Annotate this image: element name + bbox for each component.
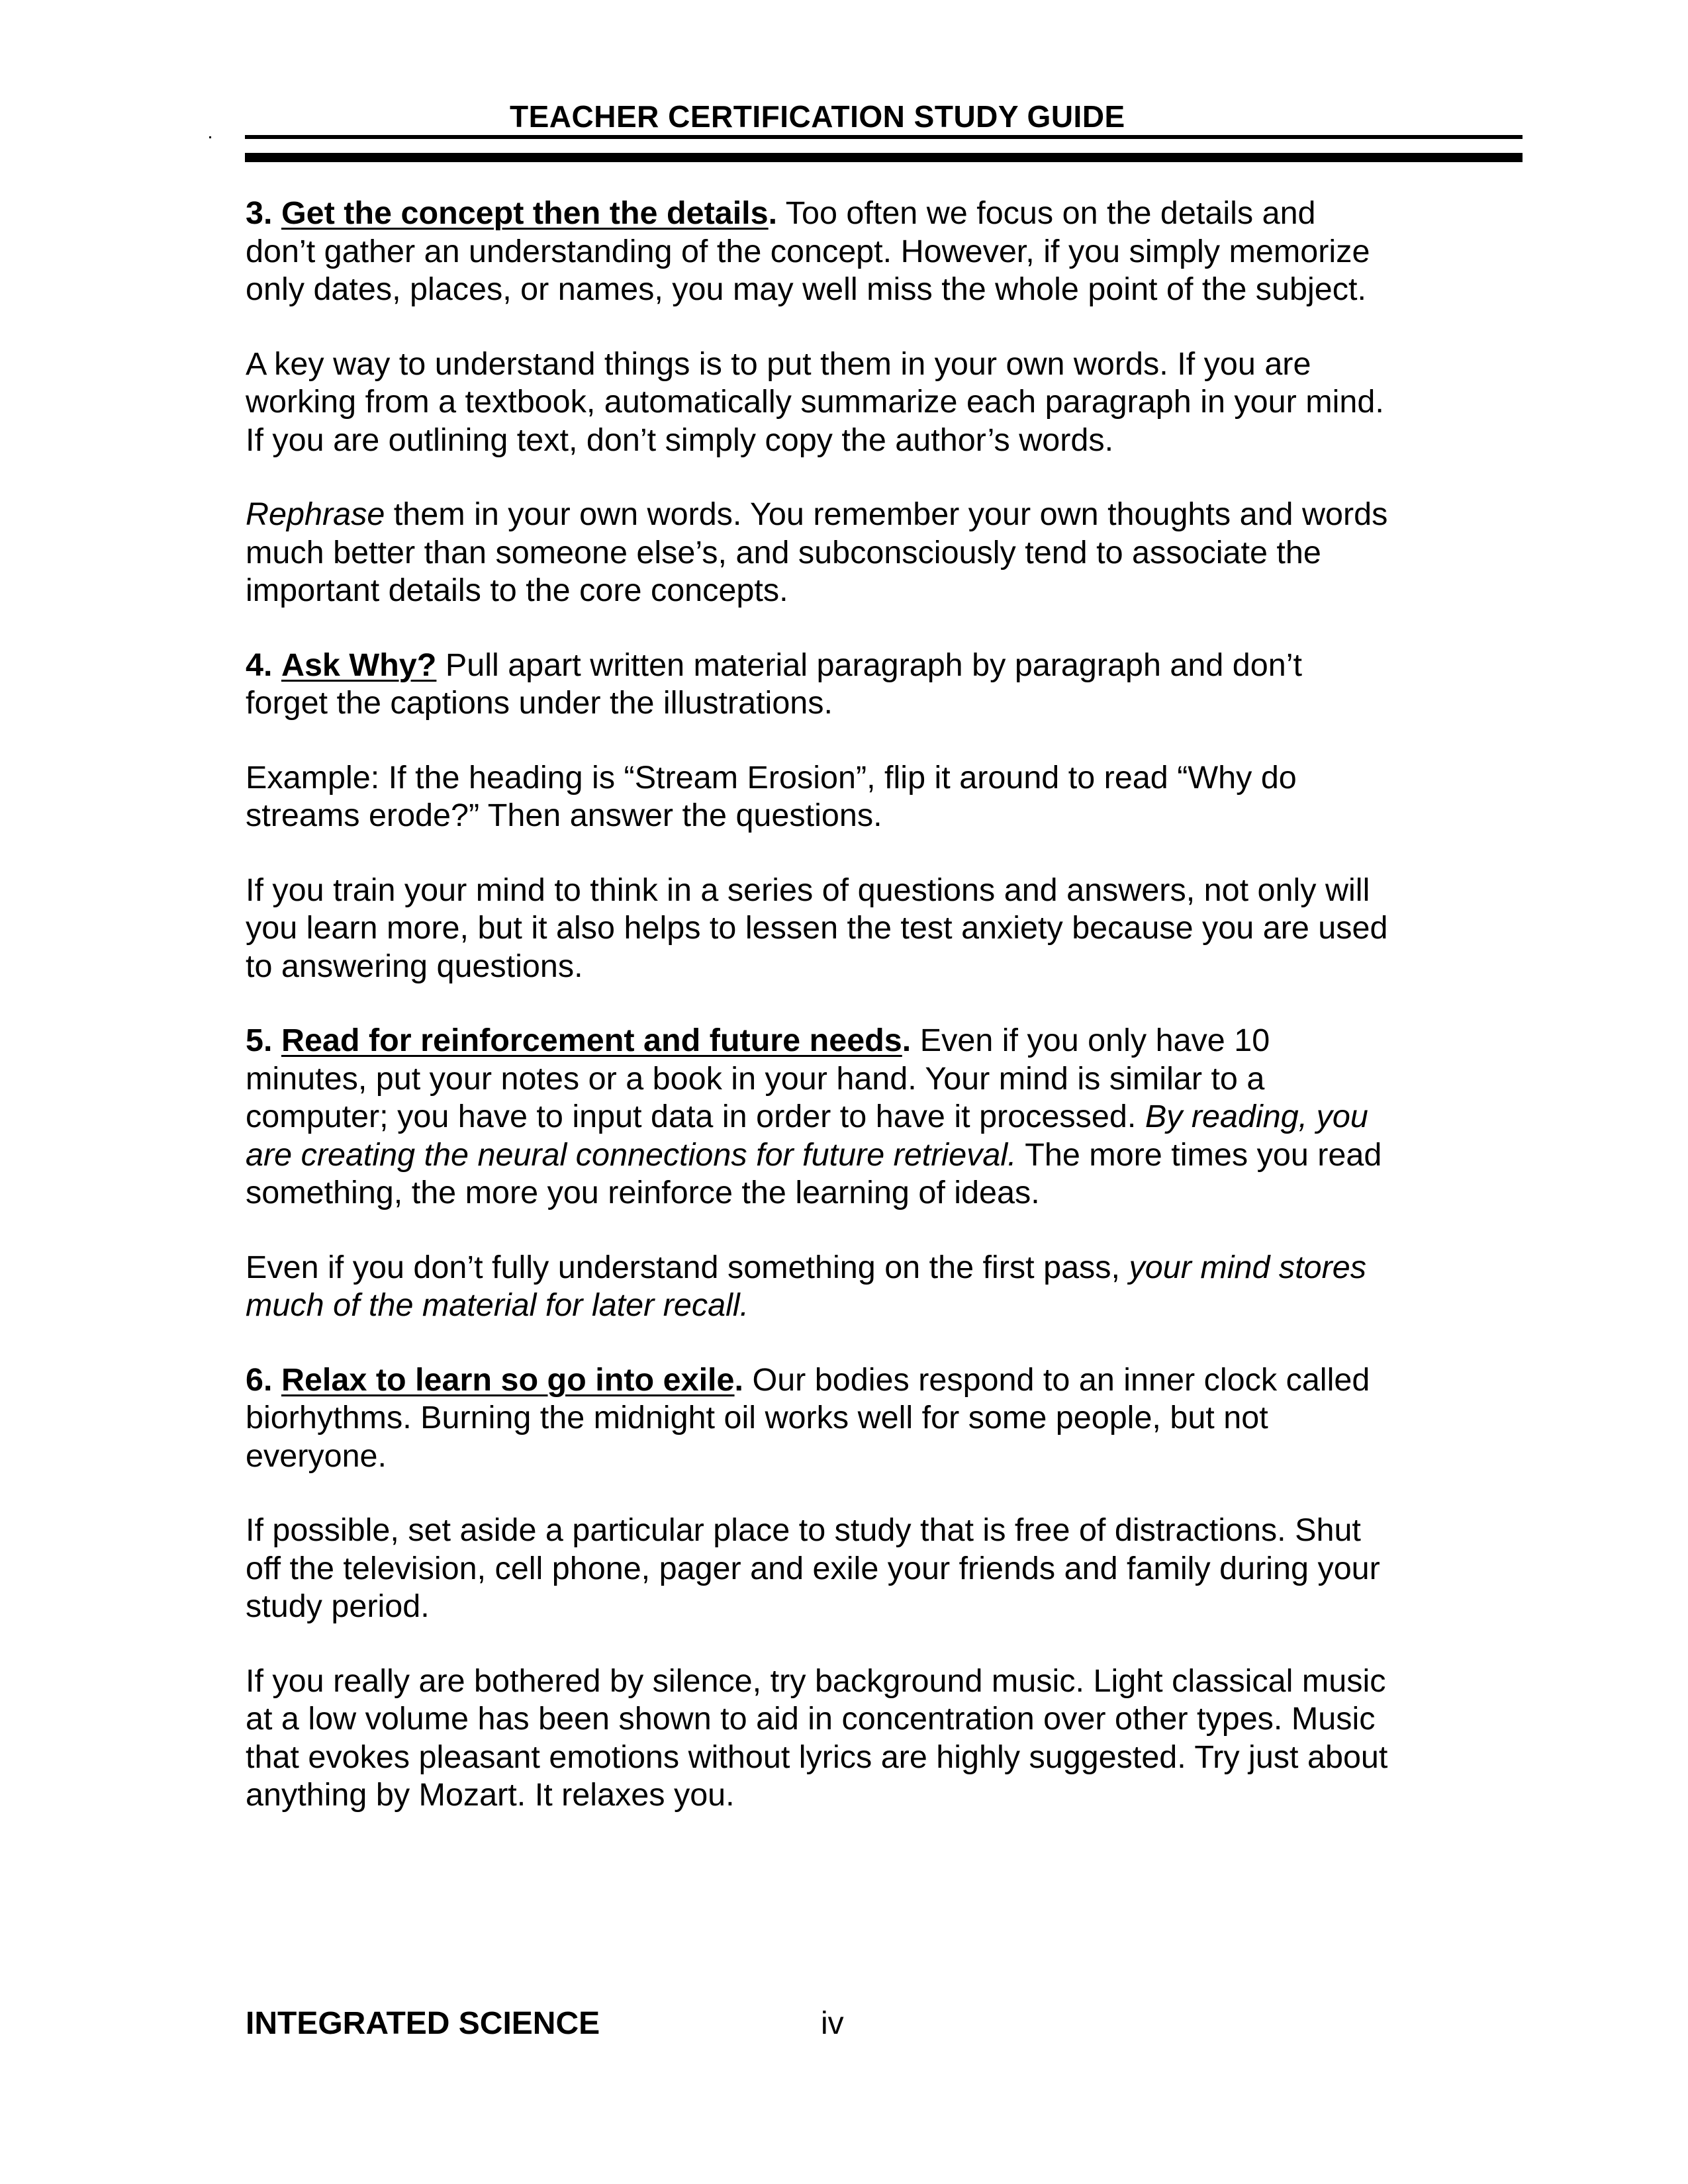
section-3-heading: Get the concept then the details <box>281 195 769 231</box>
section-5-heading-period: . <box>902 1023 912 1058</box>
study-guide-body <box>246 195 1503 1851</box>
section-6-heading-period: . <box>734 1361 743 1398</box>
section-5-paragraph-2-text: Even if you don’t fully understand something on the first pass, <box>246 1249 1129 1285</box>
section-5-emphasis: By reading, you are creating the neural connections for future retrieval. <box>246 1099 1368 1173</box>
section-6-paragraph-3: If you really are bothered by silence, try background music. Light classical music at a low volume has been shown to aid in concentration over other types. Music that evokes pleasant emotions without lyrics are highly suggested. Try just about anything by Mozart. It relaxes you. <box>246 1662 1388 1813</box>
section-3-text: Too often we focus on the details and don’t gather an understanding of the concept. However, if you simply memorize only dates, places, or names, you may well miss the whole point of the subject. <box>246 195 1370 307</box>
footer-subject: INTEGRATED SCIENCE <box>246 2006 600 2041</box>
section-5-heading: Read for reinforcement and future needs <box>281 1023 902 1058</box>
section-6-text: Our bodies respond to an inner clock called biorhythms. Burning the midnight oil works well for some people, but not everyone. <box>246 1361 1370 1474</box>
section-3-heading-period: . <box>768 195 778 231</box>
header-dot-mark <box>209 136 211 138</box>
header-rule-thick <box>245 153 1523 162</box>
section-6-number: 6. <box>246 1361 273 1398</box>
section-3-paragraph-3 <box>246 496 1503 610</box>
section-3-number: 3. <box>246 195 273 231</box>
footer-page-number: iv <box>821 2006 844 2041</box>
section-5-text-a: Even if you only have 10 minutes, put your notes or a book in your hand. Your mind is similar to a computer; you have to input data in order to have it processed. <box>246 1023 1270 1134</box>
section-6-heading: Relax to learn so go into exile <box>281 1361 735 1398</box>
section-4-text: Pull apart written material paragraph by paragraph and don’t forget the captions under the illustrations. <box>246 647 1302 721</box>
header-rule-thin <box>245 135 1523 139</box>
page-header-title: TEACHER CERTIFICATION STUDY GUIDE <box>510 99 1125 134</box>
section-6-paragraph <box>246 1361 1503 1476</box>
section-5-paragraph-2-emphasis: your mind stores much of the material for later recall. <box>246 1249 1367 1323</box>
section-4-paragraph-2: Example: If the heading is “Stream Erosion”, flip it around to read “Why do streams erode?” Then answer the questions. <box>246 759 1297 833</box>
section-5-paragraph <box>246 1022 1503 1212</box>
section-4-paragraph-3: If you train your mind to think in a series of questions and answers, not only will you learn more, but it also helps to lessen the test anxiety because you are used to answering questions. <box>246 872 1388 984</box>
section-6-paragraph-2: If possible, set aside a particular place to study that is free of distractions. Shut off the television, cell phone, pager and exile your friends and family during your study period. <box>246 1512 1380 1624</box>
section-3-paragraph <box>246 195 1503 309</box>
section-4-heading: Ask Why? <box>281 647 437 683</box>
section-3-paragraph-2: A key way to understand things is to put them in your own words. If you are working from a textbook, automatically summarize each paragraph in your mind. If you are outlining text, don’t simply copy the author’s words. <box>246 345 1384 458</box>
section-3-emphasis: Rephrase <box>246 496 385 532</box>
section-5-number: 5. <box>246 1023 273 1058</box>
section-5-paragraph-2 <box>246 1249 1503 1325</box>
section-3-paragraph-3-text: them in your own words. You remember your own thoughts and words much better than someone else’s, and subconsciously tend to associate the important details to the core concepts. <box>246 496 1388 608</box>
section-4-paragraph <box>246 647 1503 723</box>
section-5-text-b: The more times you read something, the more you reinforce the learning of ideas. <box>246 1136 1382 1210</box>
section-4-number: 4. <box>246 647 273 683</box>
